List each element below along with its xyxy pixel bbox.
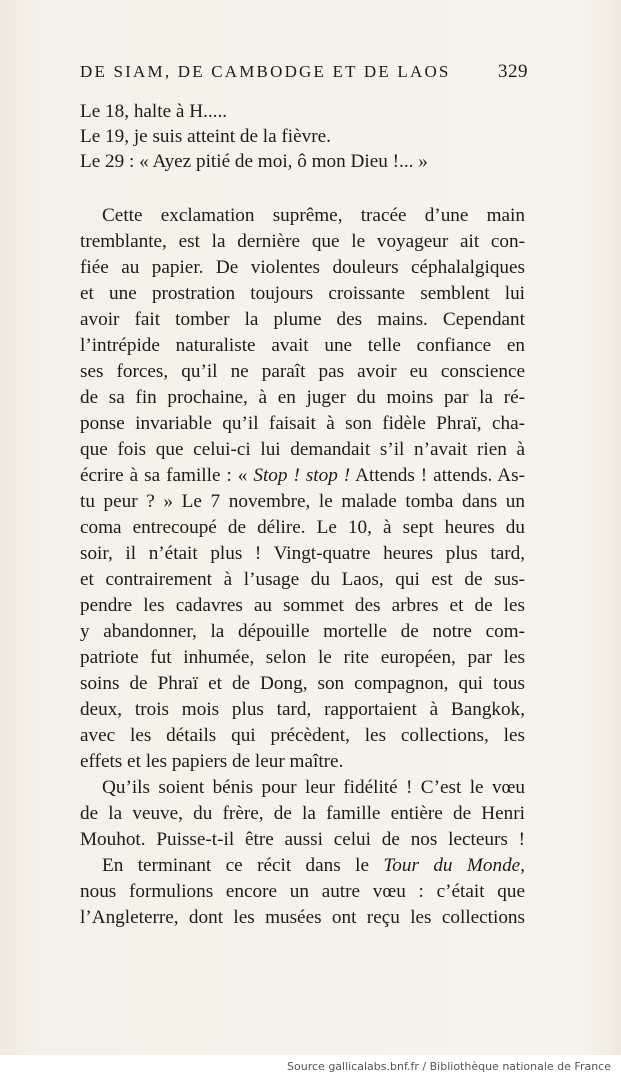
text-line-with-italic xyxy=(80,463,525,489)
text-line-with-italic xyxy=(102,853,525,879)
text-line: l’intrépide naturaliste avait une telle confiance en xyxy=(80,335,525,356)
text-line: que fois que celui-ci lui demandait s’il n’avait rien à xyxy=(80,439,525,460)
text-line: nous formulions encore un autre vœu : c’était que xyxy=(80,881,525,902)
running-title: DE SIAM, DE CAMBODGE ET DE LAOS xyxy=(80,62,451,81)
text-line: effets et les papiers de leur maître. xyxy=(80,751,344,772)
text-line: et contrairement à l’usage du Laos, qui est de sus- xyxy=(80,569,525,590)
text-line: soir, il n’était plus ! Vingt-quatre heures plus tard, xyxy=(80,543,525,564)
text-line: Qu’ils soient bénis pour leur fidélité ! C’est le vœu xyxy=(102,777,525,798)
text-line: y abandonner, la dépouille mortelle de notre com- xyxy=(80,621,525,642)
text-fragment: Attends ! attends. As- xyxy=(350,465,525,486)
text-line: Mouhot. Puisse-t-il être aussi celui de nos lecteurs ! xyxy=(80,829,525,850)
running-header xyxy=(80,62,528,86)
text-line: de la veuve, du frère, de la famille entière de Henri xyxy=(80,803,525,824)
text-line: tremblante, est la dernière que le voyageur ait con- xyxy=(80,231,525,252)
text-line: ses forces, qu’il ne paraît pas avoir eu conscience xyxy=(80,361,525,382)
text-line: soins de Phraï et de Dong, son compagnon, qui tous xyxy=(80,673,525,694)
text-fragment: écrire à sa famille : « xyxy=(80,465,254,486)
text-fragment: , xyxy=(520,855,525,876)
text-line: tu peur ? » Le 7 novembre, le malade tomba dans un xyxy=(80,491,525,512)
text-line: l’Angleterre, dont les musées ont reçu les collections xyxy=(80,907,525,928)
text-line: ponse invariable qu’il faisait à son fidèle Phraï, cha- xyxy=(80,413,525,434)
text-line: Cette exclamation suprême, tracée d’une main xyxy=(102,205,525,226)
text-line: pendre les cadavres au sommet des arbres et de les xyxy=(80,595,525,616)
text-line: fiée au papier. De violentes douleurs céphalalgiques xyxy=(80,257,525,278)
italic-fragment: Tour du Monde xyxy=(383,855,521,876)
source-footer xyxy=(0,1055,621,1080)
text-fragment: En terminant ce récit dans le xyxy=(102,855,384,876)
diary-line: Le 29 : « Ayez pitié de moi, ô mon Dieu !... » xyxy=(80,151,428,172)
text-line: patriote fut inhumée, selon le rite européen, par les xyxy=(80,647,525,668)
diary-line: Le 19, je suis atteint de la fièvre. xyxy=(80,126,331,147)
diary-line: Le 18, halte à H..... xyxy=(80,101,228,122)
text-line: et une prostration toujours croissante semblent lui xyxy=(80,283,525,304)
text-line: avoir fait tomber la plume des mains. Cependant xyxy=(80,309,525,330)
text-line: coma entrecoupé de délire. Le 10, à sept heures du xyxy=(80,517,525,538)
text-line: deux, trois mois plus tard, rapportaient à Bangkok, xyxy=(80,699,525,720)
text-line: de sa fin prochaine, à en juger du moins par la ré- xyxy=(80,387,525,408)
source-credit: Source gallicalabs.bnf.fr / Bibliothèque nationale de France xyxy=(287,1060,611,1073)
page-number: 329 xyxy=(498,61,528,82)
text-line: avec les détails qui précèdent, les collections, les xyxy=(80,725,525,746)
italic-fragment: Stop ! stop ! xyxy=(253,465,351,486)
